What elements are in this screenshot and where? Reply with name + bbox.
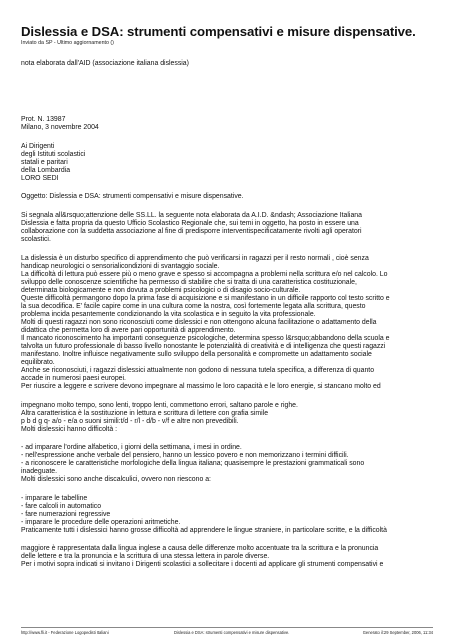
footer-source-link[interactable]: http://www.fli.it - Federazione Logopedisti Italiani bbox=[21, 630, 109, 635]
body-line: - ad imparare l'ordine alfabetico, i giorni della settimana, i mesi in ordine. bbox=[21, 444, 242, 451]
body-line: talvolta un futuro professionale di basso livello nonostante le potenzialità di creatività e di intelligenza che questi ragazzi bbox=[21, 343, 386, 350]
body-line: Molti dislessici sono anche discalculici, ovvero non riescono a: bbox=[21, 476, 211, 483]
body-line: - fare calcoli in automatico bbox=[21, 503, 102, 510]
body-line: Molti dislessici hanno difficoltà : bbox=[21, 426, 118, 433]
body-line: - imparare le tabelline bbox=[21, 495, 88, 502]
body-line: Molti di questi ragazzi non sono riconosciuti come dislessici e non ottengono alcuna facilitazione o adattamento della bbox=[21, 319, 377, 326]
body-line: Si segnala all&rsquo;attenzione delle SS.LL. la seguente nota elaborata da A.I.D. &ndash; Associazione Italiana bbox=[21, 212, 362, 219]
body-line: - a riconoscere le caratteristiche morfologiche della lingua italiana; quasisempre le prestazioni grammaticali sono bbox=[21, 460, 365, 467]
document-subtitle: Inviato da SP - Ultimo aggiornamento () bbox=[21, 40, 114, 46]
body-line: Ai Dirigenti bbox=[21, 143, 55, 150]
body-line: La difficoltà di lettura può essere più o meno grave e spesso si accompagna a problemi nella scrittura e/o nel calcolo. Lo bbox=[21, 271, 388, 278]
body-line: Anche se riconosciuti, i ragazzi dislessici attualmente non godono di nessuna tutela specifica, a differenza di quanto bbox=[21, 367, 375, 374]
body-line: degli Istituti scolastici bbox=[21, 151, 86, 158]
body-line: Per riuscire a leggere e scrivere devono impegnare al massimo le loro capacità e le loro energie, si stancano molto ed bbox=[21, 383, 381, 390]
body-line: problema incida pesantemente condizionando la vita scolastica e in seguito la vita professionale. bbox=[21, 311, 316, 318]
body-line: Altra caratteristica è la sostituzione in lettura e scrittura di lettere con grafia simile bbox=[21, 410, 269, 417]
body-line: p b d g q- a/o - e/a o suoni simili:t/d - r/l - d/b - v/f e altre non prevedibili. bbox=[21, 418, 239, 425]
body-line: delle lettere e tra la pronuncia e la scrittura di una stessa lettera in parole diverse. bbox=[21, 553, 270, 560]
body-line: didattica che permetta loro di avere pari opportunità di apprendimento. bbox=[21, 327, 236, 334]
body-line: Queste difficoltà permangono dopo la prima fase di acquisizione e si manifestano in un difficile rapporto col testo scritto e bbox=[21, 295, 390, 302]
body-line: Praticamente tutti i dislessici hanno grosse difficoltà ad apprendere le lingue straniere, in particolare scritte, e la difficoltà bbox=[21, 527, 387, 534]
body-line: Dislessia e fatta propria da questo Ufficio Scolastico Regionale che, sui temi in oggetto, ha posto in essere una bbox=[21, 220, 359, 227]
body-line: - imparare le procedure delle operazioni aritmetiche. bbox=[21, 519, 181, 526]
body-line: inadeguate. bbox=[21, 468, 58, 475]
body-line: collaborazione con la suddetta associazione al fine di predisporre interventispecificatamente rivolti agli operatori bbox=[21, 228, 362, 235]
body-line: Oggetto: Dislessia e DSA: strumenti compensativi e misure dispensative. bbox=[21, 193, 244, 200]
body-line: la sua decodifica. E' facile capire come in una cultura come la nostra, così fortemente legata alla scrittura, questo bbox=[21, 303, 366, 310]
body-line: manifestano. Inoltre influisce negativamente sullo sviluppo della personalità e compromette un adattamento sociale bbox=[21, 351, 372, 358]
body-line: impegnano molto tempo, sono lenti, troppo lenti, commettono errori, saltano parole e righe. bbox=[21, 402, 298, 409]
body-line: handicap neurologici o sensorialicondizioni di svantaggio sociale. bbox=[21, 263, 220, 270]
body-line: nota elaborata dall'AID (associazione italiana dislessia) bbox=[21, 60, 189, 67]
body-line: Prot. N. 13987 bbox=[21, 116, 66, 123]
body-line: maggiore è rappresentata dalla lingua inglese a causa delle differenze molto accentuate tra la scrittura e la pronuncia bbox=[21, 545, 379, 552]
body-line: della Lombardia bbox=[21, 167, 71, 174]
body-line: equilibrato. bbox=[21, 359, 55, 366]
body-line: La dislessia è un disturbo specifico di apprendimento che può verificarsi in ragazzi per il resto normali , cioè senza bbox=[21, 255, 369, 262]
body-line: sviluppo delle conoscenze scientifiche ha permesso di stabilire che si tratta di una caratteristica costituzionale, bbox=[21, 279, 357, 286]
footer-generated-date: Generato il:29 September, 2006, 11:34 bbox=[362, 630, 433, 635]
body-line: Milano, 3 novembre 2004 bbox=[21, 124, 99, 131]
page-footer bbox=[21, 627, 433, 635]
body-line: LORO SEDI bbox=[21, 175, 59, 182]
document-title: Dislessia e DSA: strumenti compensativi e misure dispensative. bbox=[21, 24, 416, 39]
body-line: accade in numerosi paesi europei. bbox=[21, 375, 126, 382]
body-line: Il mancato riconoscimento ha importanti conseguenze psicologiche, determina spesso l&rsquo;abbandono della scuola e bbox=[21, 335, 390, 342]
body-line: determinata biologicamente e non dovuta a problemi psicologici o di disagio socio-culturale. bbox=[21, 287, 301, 294]
footer-document-title: Dislessia e DSA: strumenti compensativi e misure dispensative. bbox=[174, 630, 290, 635]
body-line: Per i motivi sopra indicati si invitano i Dirigenti scolastici a sollecitare i docenti ad applicare gli strumenti compensativi e bbox=[21, 561, 384, 568]
body-line: - fare numerazioni regressive bbox=[21, 511, 111, 518]
body-line: statali e paritari bbox=[21, 159, 68, 166]
body-line: scolastici. bbox=[21, 236, 51, 243]
body-line: - nell'espressione anche verbale del pensiero, hanno un lessico povero e non memorizzano i termini difficili. bbox=[21, 452, 349, 459]
